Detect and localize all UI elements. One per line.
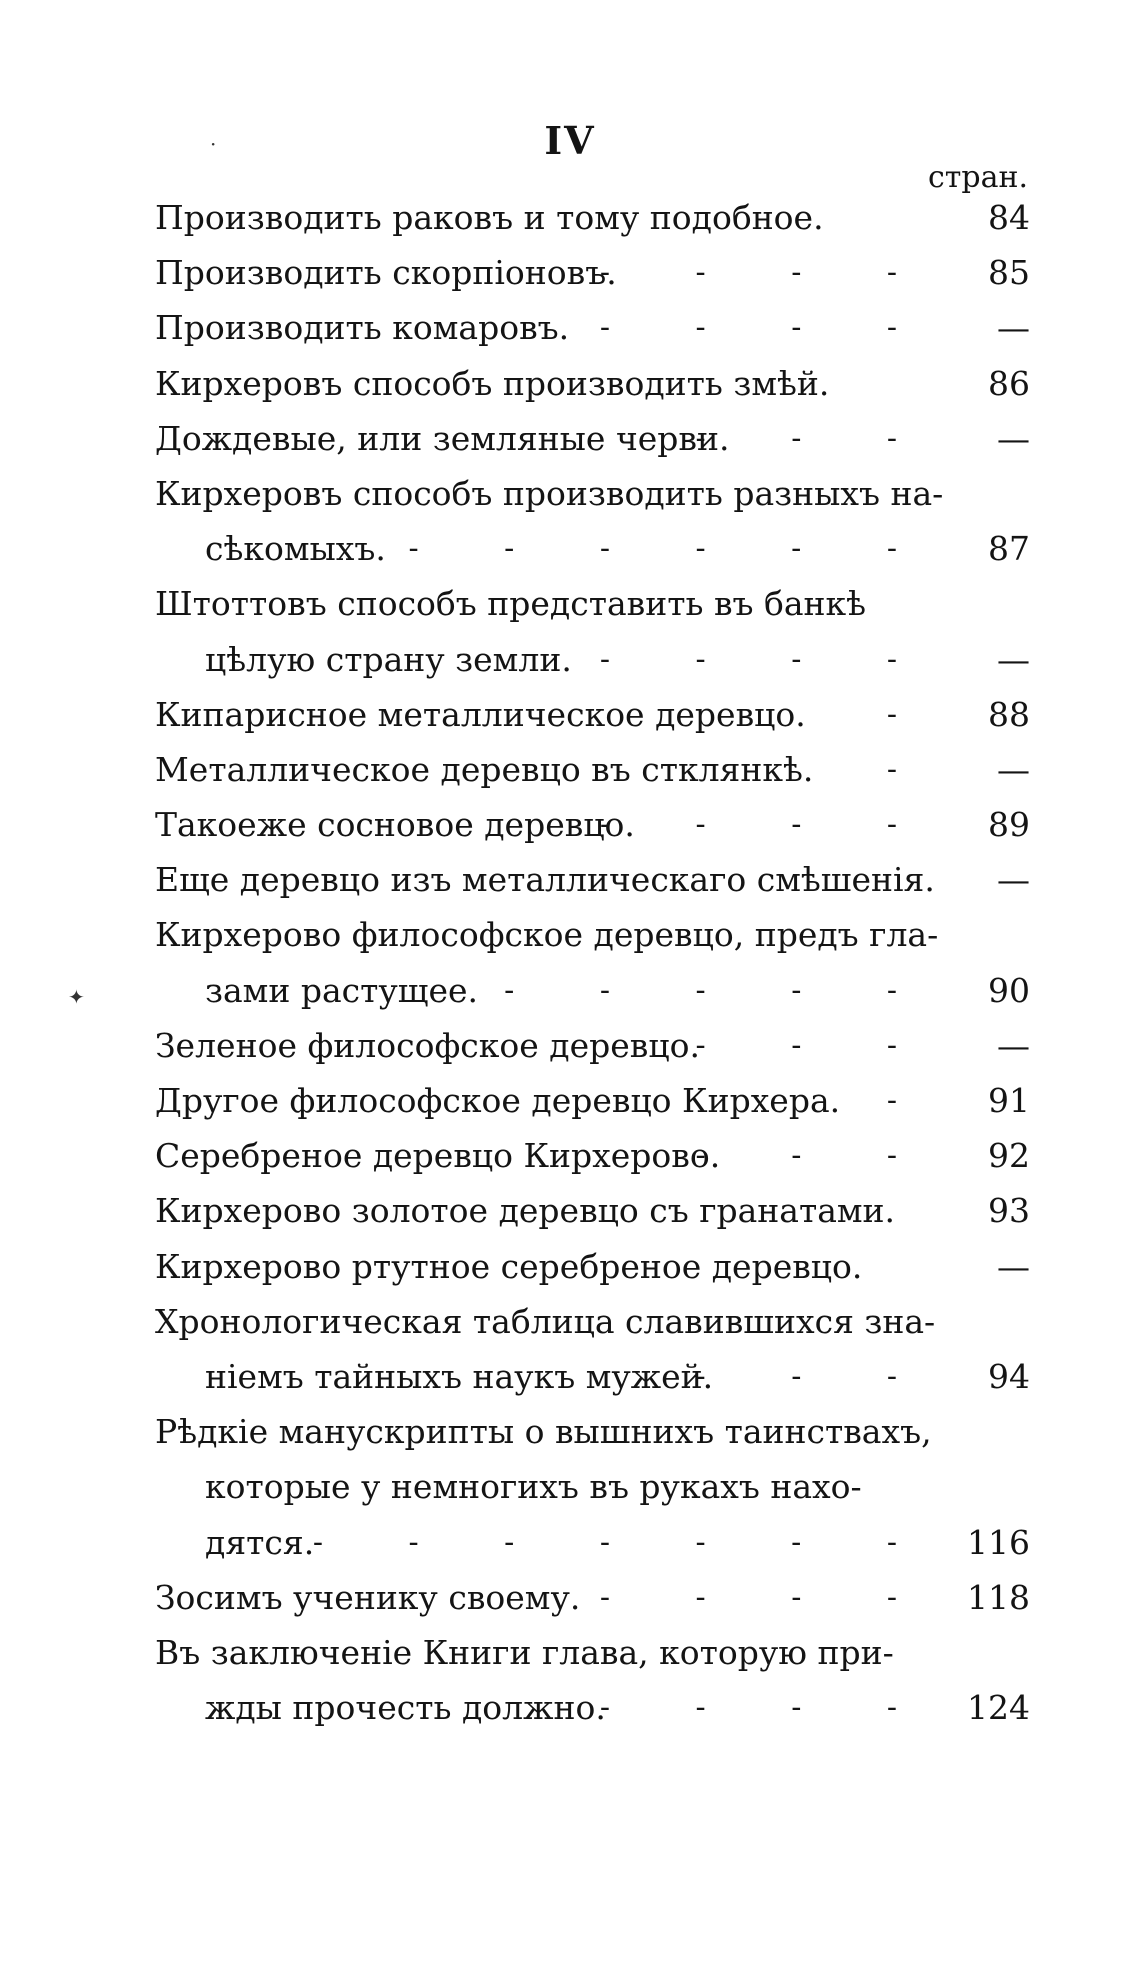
toc-entry-text: Кипарисное металлическое деревцо.: [155, 694, 806, 734]
toc-line: [155, 1294, 1030, 1349]
toc-entry-text: Кирхерово золотое деревцо съ гранатами.: [155, 1191, 896, 1231]
toc-leader-dashes: -: [886, 1083, 935, 1118]
toc-line: [155, 632, 1030, 687]
toc-entry-text: Производить раковъ и тому подобное.: [155, 198, 824, 237]
toc-leader-dashes: - - -: [695, 1027, 935, 1063]
toc-entry-text: ніемъ тайныхъ наукъ мужей.: [205, 1356, 714, 1396]
page-number: IV: [544, 118, 596, 163]
toc-entry-text: Производить скорпіоновъ.: [155, 253, 617, 293]
toc-line: [155, 576, 1030, 631]
toc-entry-text: которые у немногихъ въ рукахъ нахо-: [205, 1467, 862, 1507]
toc-leader-dashes: - - - - - -: [408, 531, 935, 567]
toc-page-number: 116: [967, 1522, 1030, 1562]
toc-entry-text: жды прочесть должно.: [205, 1688, 606, 1728]
toc-leader-dashes: - - - - - - -: [312, 1524, 935, 1560]
toc-leader-dashes: - - -: [695, 1358, 935, 1394]
toc-page-number: —: [997, 308, 1030, 348]
toc-entry-text: Металлическое деревцо въ стклянкѣ.: [155, 749, 814, 789]
toc-entry-text: Зеленое философское деревцо.: [155, 1025, 700, 1065]
toc-page-number: —: [997, 1246, 1030, 1286]
toc-entry-text: Серебреное деревцо Кирхерово.: [155, 1136, 721, 1176]
toc-page-number: 92: [988, 1136, 1030, 1176]
toc-page-number: 94: [988, 1356, 1030, 1396]
toc-leader-dashes: -: [886, 696, 935, 732]
toc-line: [155, 852, 1030, 907]
table-of-contents: [155, 190, 1030, 1735]
toc-line: [155, 1183, 1030, 1238]
toc-page-number: 84: [988, 198, 1030, 237]
toc-entry-text: цѣлую страну земли.: [205, 639, 572, 679]
toc-line: [155, 1128, 1030, 1183]
toc-page-number: 90: [988, 970, 1030, 1010]
toc-page-number: —: [997, 749, 1030, 789]
toc-line: [155, 797, 1030, 852]
toc-line: [155, 300, 1030, 355]
ink-speck: ·: [210, 132, 217, 156]
toc-line: [155, 1680, 1030, 1735]
toc-page-number: 93: [988, 1191, 1030, 1231]
toc-line: [155, 411, 1030, 466]
page-column-label: стран.: [927, 160, 1028, 195]
toc-leader-dashes: -: [886, 751, 935, 787]
toc-line: [155, 963, 1030, 1018]
toc-entry-text: Дождевые, или земляные черви.: [155, 418, 730, 458]
toc-leader-dashes: - - -: [695, 420, 935, 456]
toc-entry-text: Въ заключеніе Книги глава, которую при-: [155, 1632, 894, 1672]
toc-leader-dashes: - - - -: [599, 1690, 935, 1726]
toc-page-number: 91: [988, 1081, 1030, 1120]
toc-line: [155, 1625, 1030, 1680]
toc-page-number: 86: [988, 363, 1030, 403]
toc-leader-dashes: - - -: [695, 1138, 935, 1174]
toc-entry-text: Штоттовъ способъ представить въ банкѣ: [155, 584, 867, 624]
toc-line: [155, 1239, 1030, 1294]
toc-page-number: —: [997, 860, 1030, 900]
toc-leader-dashes: - - - -: [599, 310, 935, 346]
toc-line: [155, 1018, 1030, 1073]
toc-line: [155, 687, 1030, 742]
toc-entry-text: Кирхеровъ способъ производить змѣй.: [155, 363, 830, 403]
toc-entry-text: зами растущее.: [205, 970, 479, 1010]
toc-entry-text: Еще деревцо изъ металлическаго смѣшенія.: [155, 860, 935, 900]
toc-leader-dashes: - - - -: [599, 641, 935, 677]
toc-entry-text: Зосимъ ученику своему.: [155, 1577, 581, 1617]
toc-entry-text: Кирхерово философское деревцо, предъ гла-: [155, 915, 939, 955]
ink-speck: ✦: [68, 985, 85, 1009]
toc-line: [155, 1570, 1030, 1625]
toc-page-number: 124: [967, 1688, 1030, 1728]
toc-page-number: 89: [988, 805, 1030, 845]
toc-line: [155, 466, 1030, 521]
toc-leader-dashes: - - - - -: [504, 972, 935, 1008]
toc-page-number: 88: [988, 694, 1030, 734]
toc-line: [155, 1073, 1030, 1128]
toc-entry-text: дятся.: [205, 1522, 315, 1562]
toc-line: [155, 356, 1030, 411]
toc-line: [155, 1404, 1030, 1459]
toc-entry-text: Хронологическая таблица славившихся зна-: [155, 1301, 936, 1341]
toc-line: [155, 1349, 1030, 1404]
toc-entry-text: Рѣдкіе манускрипты о вышнихъ таинствахъ,: [155, 1412, 932, 1452]
toc-entry-text: Кирхерово ртутное серебреное деревцо.: [155, 1246, 863, 1286]
toc-page-number: —: [997, 639, 1030, 679]
toc-page-number: 118: [967, 1577, 1030, 1617]
toc-entry-text: Другое философское деревцо Кирхера.: [155, 1081, 841, 1120]
toc-page-number: 87: [988, 529, 1030, 569]
toc-leader-dashes: - - - -: [599, 807, 935, 843]
toc-leader-dashes: - - - -: [599, 1579, 935, 1615]
toc-line: [155, 907, 1030, 962]
toc-entry-text: Производить комаровъ.: [155, 308, 570, 348]
toc-line: [155, 245, 1030, 300]
toc-entry-text: Такоеже сосновое деревцо.: [155, 805, 635, 845]
toc-page-number: —: [997, 1025, 1030, 1065]
toc-line: [155, 742, 1030, 797]
toc-line: [155, 521, 1030, 576]
toc-page-number: —: [997, 418, 1030, 458]
toc-leader-dashes: - - - -: [599, 255, 935, 291]
toc-page-number: 85: [988, 253, 1030, 293]
toc-entry-text: сѣкомыхъ.: [205, 529, 386, 569]
toc-entry-text: Кирхеровъ способъ производить разныхъ на-: [155, 473, 944, 513]
toc-line: [155, 1459, 1030, 1514]
toc-line: [155, 1515, 1030, 1570]
toc-line: [155, 190, 1030, 245]
